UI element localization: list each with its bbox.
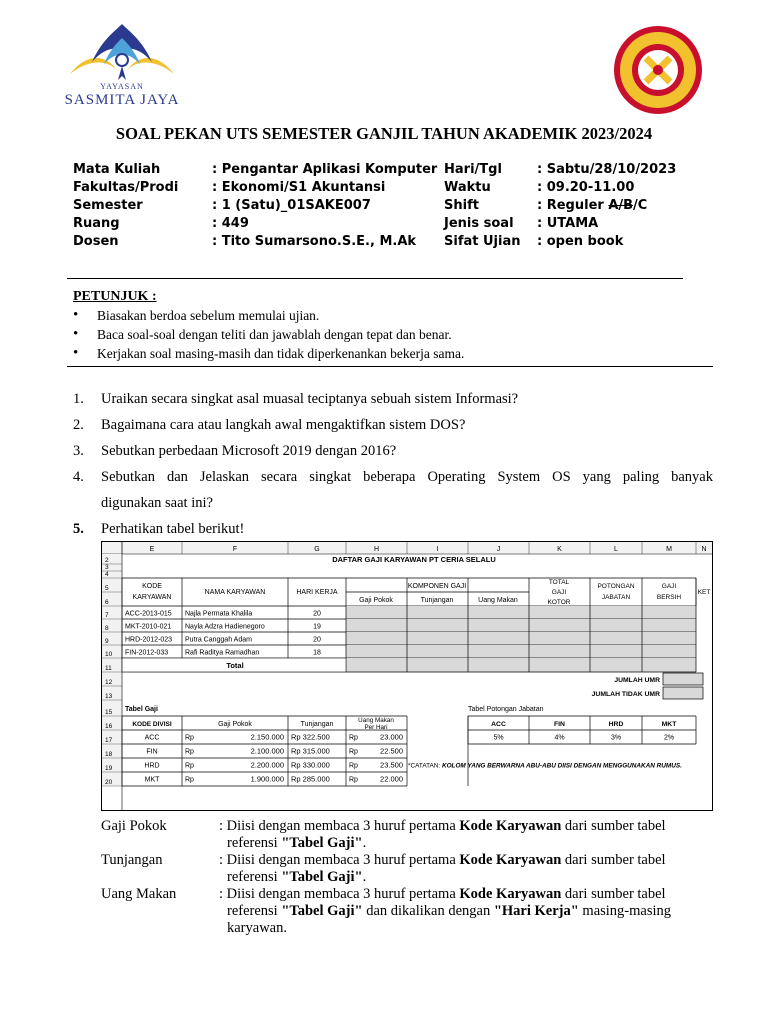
foundation-label: YAYASAN	[100, 82, 144, 91]
gaji-divisi: FIN	[146, 748, 158, 756]
shift-rest: /C	[633, 198, 648, 213]
gaji-divisi: ACC	[144, 734, 160, 742]
employee-code: HRD-2012-023	[125, 636, 173, 644]
header-komponen: KOMPONEN GAJI	[407, 583, 467, 590]
question-text: Sebutkan dan Jelaskan secara singkat beberapa Operating System OS yang paling banyak	[101, 469, 713, 485]
row-number: 17	[105, 737, 113, 744]
note-bold: "Tabel Gaji"	[281, 835, 363, 851]
column-letter: M	[666, 546, 672, 553]
note-text	[219, 886, 719, 937]
column-letter: F	[232, 546, 238, 553]
note-line2-pre: referensi	[227, 835, 282, 851]
spreadsheet-grid	[102, 542, 712, 810]
info-label: Dosen	[73, 234, 119, 249]
gaji-currency: Rp	[349, 762, 358, 770]
row-number: 9	[105, 638, 109, 645]
info-value: : 09.20-11.00	[537, 180, 635, 195]
note-uang-makan	[101, 886, 719, 937]
question-text: Perhatikan tabel berikut!	[101, 521, 245, 537]
gaji-currency: Rp	[349, 734, 358, 742]
note-mid: dari sumber tabel	[561, 818, 666, 834]
note-pre: : Diisi dengan membaca 3 huruf pertama	[219, 852, 460, 868]
question-item	[73, 438, 713, 464]
shift-prefix: : Reguler	[537, 198, 609, 213]
total-label: Total	[226, 661, 244, 670]
instruction-text: Baca soal-soal dengan teliti dan jawablah dengan tepat dan benar.	[97, 327, 452, 342]
question-number: 5.	[73, 521, 84, 537]
header-gaji-pokok: Gaji Pokok	[359, 597, 393, 604]
employee-code: ACC-2013-015	[125, 610, 172, 618]
note-line2-pre: referensi	[227, 903, 282, 919]
payroll-spreadsheet	[101, 541, 713, 811]
note-label: Gaji Pokok	[101, 818, 167, 834]
row-number: 12	[105, 679, 113, 686]
employee-days: 19	[313, 623, 321, 631]
note-bold: "Hari Kerja"	[493, 903, 579, 919]
info-label: Hari/Tgl	[444, 162, 502, 177]
potongan-value: 2%	[663, 734, 675, 742]
note-mid: dari sumber tabel	[561, 886, 666, 902]
bullet-icon: •	[73, 345, 79, 361]
gaji-pokok-value: 1.900.000	[250, 774, 284, 784]
header-nama: NAMA KARYAWAN	[204, 589, 266, 596]
gaji-tunjangan-value: Rp 330.000	[291, 760, 330, 770]
instruction-text: Kerjakan soal masing-masih dan tidak diperkenankan bekerja sama.	[97, 346, 465, 361]
questions-list	[73, 386, 713, 542]
header-ket: KET	[697, 589, 711, 596]
info-value: : Sabtu/28/10/2023	[537, 162, 677, 177]
row-number: 10	[105, 651, 113, 658]
header-bersih: GAJI	[661, 583, 677, 590]
employee-days: 18	[313, 649, 321, 657]
gaji-currency: Rp	[349, 776, 358, 784]
tabel-gaji-header: Uang Makan	[358, 717, 394, 724]
header-tunjangan: Tunjangan	[420, 597, 454, 604]
gaji-makan-value: 22.500	[380, 746, 403, 756]
row-number: 20	[105, 779, 113, 786]
umr-cell	[663, 687, 703, 699]
gaji-currency: Rp	[185, 748, 194, 756]
note-bold: Kode Karyawan	[459, 852, 562, 868]
employee-code: MKT-2010-021	[125, 623, 172, 631]
info-value: : Tito Sumarsono.S.E., M.Ak	[212, 234, 417, 249]
employee-name: Nayla Adzra Hadienegoro	[185, 623, 265, 631]
column-letter: N	[701, 546, 707, 553]
potongan-value: 4%	[554, 734, 565, 742]
column-letter: J	[496, 546, 501, 553]
note-line3: karyawan.	[227, 920, 287, 936]
question-item	[73, 516, 713, 542]
header-divider	[67, 278, 683, 279]
employee-days: 20	[313, 610, 321, 618]
row-number: 2	[105, 557, 109, 564]
info-value: : 449	[212, 216, 249, 231]
potongan-value: 5%	[493, 734, 504, 742]
row-number: 5	[105, 585, 109, 592]
employee-name: Najla Permata Khalila	[185, 610, 253, 618]
column-letter: K	[557, 546, 562, 553]
question-item	[73, 412, 713, 438]
note-tunjangan	[101, 852, 719, 886]
header-bersih: BERSIH	[656, 594, 682, 601]
note-gaji-pokok	[101, 818, 719, 852]
info-value: : UTAMA	[537, 216, 599, 231]
instructions-title: PETUNJUK :	[73, 289, 157, 304]
formula-cell	[346, 632, 696, 645]
question-number: 4.	[73, 469, 84, 485]
umr-label: JUMLAH TIDAK UMR	[591, 691, 660, 698]
gaji-pokok-value: 2.100.000	[250, 746, 284, 756]
list-item	[73, 306, 464, 325]
tabel-gaji-header: Gaji Pokok	[218, 721, 252, 728]
info-label: Jenis soal	[444, 216, 514, 231]
shift-struck: A/B	[608, 198, 634, 213]
column-letter: G	[314, 546, 320, 553]
gaji-pokok-value: 2.200.000	[250, 760, 284, 770]
info-label: Mata Kuliah	[73, 162, 161, 177]
header-potongan: POTONGAN	[597, 583, 635, 590]
note-text	[219, 818, 719, 852]
note-bold: Kode Karyawan	[459, 818, 562, 834]
instructions-divider	[67, 366, 713, 367]
header-potongan: JABATAN	[601, 594, 631, 601]
note-pre: : Diisi dengan membaca 3 huruf pertama	[219, 886, 460, 902]
column-letter: I	[436, 546, 439, 553]
employee-name: Putra Canggah Adam	[185, 636, 252, 644]
tabel-gaji-header: Per Hari	[364, 724, 388, 731]
row-number: 18	[105, 751, 113, 758]
info-label: Ruang	[73, 216, 120, 231]
tabel-gaji-header: KODE DIVISI	[132, 721, 172, 728]
info-label: Semester	[73, 198, 143, 213]
gaji-pokok-value: 2.150.000	[250, 732, 284, 742]
header-hari: HARI KERJA	[296, 589, 338, 596]
gaji-currency: Rp	[185, 762, 194, 770]
note-mid: dari sumber tabel	[561, 852, 666, 868]
potongan-value: 3%	[610, 734, 622, 742]
employee-code: FIN-2012-033	[125, 649, 169, 657]
info-value: : Ekonomi/S1 Akuntansi	[212, 180, 386, 195]
question-number: 2.	[73, 417, 84, 433]
gaji-tunjangan-value: Rp 315.000	[291, 746, 330, 756]
note-line2-post: .	[362, 869, 367, 885]
umr-label: JUMLAH UMR	[614, 677, 660, 684]
gaji-divisi: MKT	[144, 776, 160, 784]
note-text	[219, 852, 719, 886]
question-number: 1.	[73, 391, 84, 407]
gaji-currency: Rp	[185, 776, 194, 784]
list-item	[73, 325, 464, 344]
note-label: Uang Makan	[101, 886, 177, 902]
sheet-title: DAFTAR GAJI KARYAWAN PT CERIA SELALU	[332, 555, 496, 564]
info-label: Waktu	[444, 180, 491, 195]
gaji-divisi: HRD	[144, 762, 160, 770]
bullet-icon: •	[73, 326, 79, 342]
info-value: : Pengantar Aplikasi Komputer	[212, 162, 438, 177]
gaji-tunjangan-value: Rp 322.500	[291, 732, 330, 742]
header-total: TOTAL	[548, 579, 570, 586]
info-value: : 1 (Satu)_01SAKE007	[212, 198, 371, 213]
row-number: 11	[105, 665, 112, 672]
note-bold: "Tabel Gaji"	[281, 869, 363, 885]
instruction-text: Biasakan berdoa sebelum memulai ujian.	[97, 308, 320, 323]
column-letter: H	[373, 546, 380, 553]
foundation-name: SASMITA JAYA	[64, 92, 180, 108]
row-number: 7	[105, 612, 109, 619]
formula-notes	[101, 818, 719, 937]
note-line2-pre: referensi	[227, 869, 282, 885]
note-line2-post: dan dikalikan dengan	[362, 903, 494, 919]
course-info-right	[444, 161, 676, 251]
question-text: Bagaimana cara atau langkah awal mengaktifkan sistem DOS?	[101, 417, 466, 433]
employee-name: Rafi Raditya Ramadhan	[185, 649, 260, 657]
gaji-currency: Rp	[185, 734, 194, 742]
formula-cell	[346, 606, 696, 619]
formula-cell	[346, 658, 696, 672]
note-bold: Kode Karyawan	[459, 886, 562, 902]
university-seal-icon	[612, 24, 704, 116]
header-kode: KODE	[142, 583, 162, 590]
row-number: 8	[105, 625, 109, 632]
employee-days: 20	[313, 636, 321, 644]
header-uang-makan: Uang Makan	[478, 597, 518, 604]
potongan-header: HRD	[608, 721, 624, 728]
question-item-cont	[73, 490, 713, 516]
formula-cell	[346, 645, 696, 658]
umr-cell	[663, 673, 703, 685]
bullet-icon: •	[73, 307, 79, 323]
question-item	[73, 464, 713, 490]
gaji-makan-value: 23.000	[380, 732, 403, 742]
question-text: Uraikan secara singkat asal muasal teciptanya sebuah sistem Informasi?	[101, 391, 519, 407]
question-item	[73, 386, 713, 412]
question-text-continued: digunakan saat ini?	[101, 495, 213, 511]
info-label: Fakultas/Prodi	[73, 180, 179, 195]
formula-cell	[346, 619, 696, 632]
question-text: Sebutkan perbedaan Microsoft 2019 dengan 2016?	[101, 443, 397, 459]
info-value: : open book	[537, 234, 624, 249]
tabel-gaji-header: Tunjangan	[300, 721, 334, 728]
gaji-makan-value: 22.000	[380, 774, 403, 784]
info-value	[537, 197, 647, 215]
exam-title: SOAL PEKAN UTS SEMESTER GANJIL TAHUN AKADEMIK 2023/2024	[115, 124, 653, 143]
instructions-list	[73, 306, 464, 363]
note-line2-end: masing-masing	[578, 903, 672, 919]
column-letter: E	[149, 546, 155, 553]
row-number: 3	[105, 564, 109, 571]
row-number: 15	[105, 709, 113, 716]
list-item	[73, 344, 464, 363]
row-number: 19	[105, 765, 113, 772]
tabel-gaji-title: Tabel Gaji	[125, 706, 158, 713]
info-label: Shift	[444, 198, 479, 213]
question-number: 3.	[73, 443, 84, 459]
gaji-currency: Rp	[349, 748, 358, 756]
tabel-potongan-title: Tabel Potongan Jabatan	[468, 706, 544, 713]
column-letter: L	[614, 546, 618, 553]
course-info-left	[73, 161, 437, 251]
row-number: 16	[105, 723, 113, 730]
header-total: GAJI	[551, 589, 567, 596]
potongan-header: FIN	[554, 721, 565, 728]
info-label: Sifat Ujian	[444, 234, 521, 249]
catatan-text: *CATATAN: KOLOM YANG BERWARNA ABU-ABU DIISI DENGAN MENGGUNAKAN RUMUS.	[408, 762, 682, 770]
note-line2-post: .	[362, 835, 367, 851]
gaji-tunjangan-value: Rp 285.000	[291, 774, 330, 784]
header-total: KOTOR	[547, 599, 571, 606]
note-bold: "Tabel Gaji"	[281, 903, 363, 919]
note-label: Tunjangan	[101, 852, 163, 868]
row-number: 6	[105, 599, 109, 606]
potongan-header: MKT	[661, 721, 677, 728]
header-kode: KARYAWAN	[132, 594, 172, 601]
potongan-header: ACC	[491, 721, 506, 728]
note-pre: : Diisi dengan membaca 3 huruf pertama	[219, 818, 460, 834]
gaji-makan-value: 23.500	[380, 760, 403, 770]
row-number: 4	[105, 571, 109, 578]
row-number: 13	[105, 693, 113, 700]
